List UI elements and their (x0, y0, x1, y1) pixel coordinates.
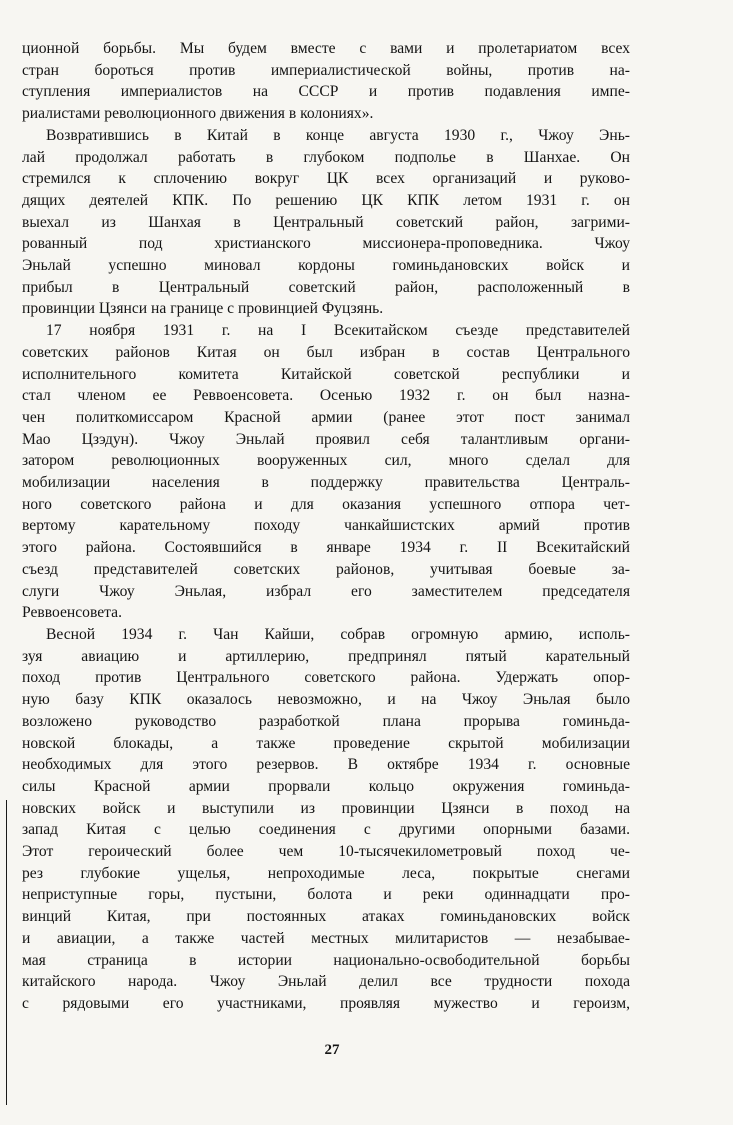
text-line: новской блокады, а также проведение скрытой мобилизации (22, 734, 630, 752)
page-number: 27 (324, 1042, 340, 1058)
text-line: провинции Цзянси на границе с провинцией Фуцзянь. (22, 300, 384, 318)
text-line: винций Китая, при постоянных атаках гоминьдановских войск (22, 908, 630, 926)
text-line: Эньлай успешно миновал кордоны гоминьдановских войск и (22, 257, 630, 275)
text-line: мобилизации населения в поддержку правительства Централь- (22, 474, 630, 492)
text-line: зуя авиацию и артиллерию, предпринял пятый карательный (22, 647, 630, 665)
text-line: китайского народа. Чжоу Эньлай делил все трудности похода (22, 973, 630, 991)
text-line: с рядовыми его участниками, проявляя мужество и героизм, (22, 994, 630, 1012)
text-line: ную базу КПК оказалось невозможно, и на Чжоу Эньлая было (22, 691, 630, 709)
text-line: мая страница в истории национально-освободительной борьбы (22, 951, 630, 969)
text-line: исполнительного комитета Китайской советской республики и (22, 365, 630, 383)
text-line: запад Китая с целью соединения с другими опорными базами. (22, 821, 630, 839)
text-line: выехал из Шанхая в Центральный советский район, загрими- (22, 213, 630, 231)
text-line: ционной борьбы. Мы будем вместе с вами и пролетариатом всех (22, 40, 630, 57)
text-line: стран бороться против империалистической войны, против на- (22, 61, 630, 79)
text-line: новских войск и выступили из провинции Цзянси в поход на (22, 799, 630, 817)
text-line: и авиации, а также частей местных милитаристов — незабывае- (22, 929, 630, 947)
text-line: силы Красной армии прорвали кольцо окружения гоминьда- (22, 777, 630, 795)
text-line: Этот героический более чем 10-тысячекилометровый поход че- (22, 843, 630, 861)
text-line: возложено руководство разработкой плана прорыва гоминьда- (22, 712, 630, 730)
text-line: рез глубокие ущелья, непроходимые леса, покрытые снегами (22, 864, 630, 882)
text-line: затором революционных вооруженных сил, много сделал для (22, 452, 630, 470)
text-line: советских районов Китая он был избран в состав Центрального (22, 343, 630, 361)
text-line: рованный под христианского миссионера-проповедника. Чжоу (22, 235, 630, 253)
text-line: чен политкомиссаром Красной армии (ранее этот пост занимал (22, 408, 630, 426)
text-line: стал членом ее Реввоенсовета. Осенью 1932 г. он был назна- (22, 387, 630, 405)
text-line: 17 ноября 1931 г. на I Всекитайском съезде представителей (46, 322, 630, 340)
text-line: Весной 1934 г. Чан Кайши, собрав огромную армию, исполь- (46, 625, 630, 643)
text-line: лай продолжал работать в глубоком подполье в Шанхае. Он (22, 148, 630, 166)
text-line: ного советского района и для оказания успешного отпора чет- (22, 495, 630, 513)
body-text (22, 38, 630, 1015)
text-line: Реввоенсовета. (22, 604, 122, 622)
text-line: поход против Центрального советского района. Удержать опор- (22, 669, 630, 687)
text-line: необходимых для этого резервов. В октябре 1934 г. основные (22, 756, 630, 774)
text-line: слуги Чжоу Эньлая, избрал его заместителем председателя (22, 582, 630, 600)
text-line: этого района. Состоявшийся в январе 1934 г. II Всекитайский (22, 539, 630, 557)
binding-edge-line (6, 800, 7, 1105)
text-line: дящих деятелей КПК. По решению ЦК КПК летом 1931 г. он (22, 191, 630, 209)
text-line: неприступные горы, пустыни, болота и реки одиннадцати про- (22, 886, 630, 904)
text-line: съезд представителей советских районов, учитывая боевые за- (22, 560, 630, 578)
text-line: прибыл в Центральный советский район, расположенный в (22, 278, 630, 296)
text-line: риалистами революционного движения в колониях». (22, 105, 374, 123)
text-line: вертому карательному походу чанкайшистских армий против (22, 517, 630, 535)
text-line: ступления империалистов на СССР и против подавления импе- (22, 83, 630, 101)
text-line: Возвратившись в Китай в конце августа 1930 г., Чжоу Энь- (46, 126, 630, 144)
text-line: стремился к сплочению вокруг ЦК всех организаций и руково- (22, 170, 630, 188)
text-line: Мао Цзэдун). Чжоу Эньлай проявил себя талантливым органи- (22, 430, 630, 448)
